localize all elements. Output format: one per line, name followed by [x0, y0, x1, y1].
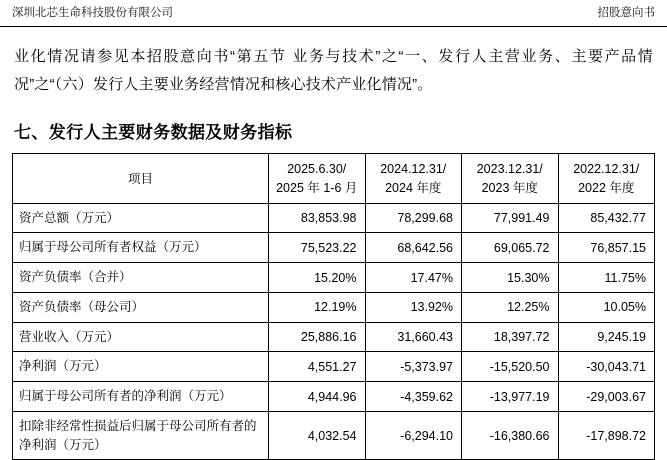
table-header [13, 154, 655, 203]
column-header-period-2 [365, 154, 462, 203]
column-header-period-3-line2: 2023 年度 [481, 180, 538, 195]
row-value: -13,977.19 [462, 382, 559, 412]
row-value: -30,043.71 [558, 352, 655, 382]
row-value: 4,551.27 [269, 352, 366, 382]
row-value: -4,359.62 [365, 382, 462, 412]
row-value: 75,523.22 [269, 233, 366, 263]
page-header [0, 0, 667, 26]
table-row [13, 352, 655, 382]
column-header-period-3-line1: 2023.12.31/ [476, 162, 543, 177]
column-header-period-1-line2: 2025 年 1-6 月 [276, 180, 358, 195]
column-header-period-3 [462, 154, 559, 203]
row-label: 资产总额（万元） [13, 203, 269, 233]
column-header-period-2-line2: 2024 年度 [385, 180, 442, 195]
section-heading: 七、发行人主要财务数据及财务指标 [14, 123, 293, 143]
column-header-period-4-line1: 2022.12.31/ [573, 162, 640, 177]
row-value: 69,065.72 [462, 233, 559, 263]
row-value: 18,397.72 [462, 322, 559, 352]
financial-data-table [12, 153, 655, 460]
row-value: 10.05% [558, 292, 655, 322]
table-row [13, 233, 655, 263]
header-document-type: 招股意向书 [597, 7, 655, 19]
row-value: 4,032.54 [269, 411, 366, 460]
row-value: 9,245.19 [558, 322, 655, 352]
column-header-period-4 [558, 154, 655, 203]
row-value: 12.19% [269, 292, 366, 322]
row-value: 77,991.49 [462, 203, 559, 233]
row-label: 资产负债率（合并） [13, 263, 269, 293]
row-label: 净利润（万元） [13, 352, 269, 382]
row-label: 扣除非经常性损益后归属于母公司所有者的净利润（万元） [13, 411, 269, 460]
row-value: 12.25% [462, 292, 559, 322]
row-value: 4,944.96 [269, 382, 366, 412]
row-value: -29,003.67 [558, 382, 655, 412]
row-value: -5,373.97 [365, 352, 462, 382]
row-value: 11.75% [558, 263, 655, 293]
row-value: 15.20% [269, 263, 366, 293]
row-value: 31,660.43 [365, 322, 462, 352]
table-row [13, 292, 655, 322]
table-row [13, 263, 655, 293]
row-value: -16,380.66 [462, 411, 559, 460]
row-value: 17.47% [365, 263, 462, 293]
row-value: 78,299.68 [365, 203, 462, 233]
header-company-name: 深圳北芯生命科技股份有限公司 [12, 7, 173, 19]
row-value: -6,294.10 [365, 411, 462, 460]
row-label: 营业收入（万元） [13, 322, 269, 352]
table-header-row [13, 154, 655, 203]
row-value: -17,898.72 [558, 411, 655, 460]
row-value: 76,857.15 [558, 233, 655, 263]
column-header-period-2-line1: 2024.12.31/ [380, 162, 447, 177]
column-header-period-1-line1: 2025.6.30/ [287, 162, 347, 177]
header-divider [0, 26, 667, 27]
row-label: 归属于母公司所有者的净利润（万元） [13, 382, 269, 412]
column-header-item-line1: 项目 [127, 171, 153, 186]
body-paragraph: 业化情况请参见本招股意向书“第五节 业务与技术”之“一、发行人主营业务、主要产品情况”之“（六）发行人主要业务经营情况和核心技术产业化情况”。 [14, 47, 653, 93]
row-value: 85,432.77 [558, 203, 655, 233]
row-value: 68,642.56 [365, 233, 462, 263]
row-label: 归属于母公司所有者权益（万元） [13, 233, 269, 263]
column-header-period-1 [269, 154, 366, 203]
table-body [13, 203, 655, 460]
table-row [13, 411, 655, 460]
row-value: 83,853.98 [269, 203, 366, 233]
financial-table-wrapper [12, 153, 655, 460]
column-header-item [13, 154, 269, 203]
row-value: 15.30% [462, 263, 559, 293]
table-row [13, 203, 655, 233]
row-value: 13.92% [365, 292, 462, 322]
table-row [13, 322, 655, 352]
row-label: 资产负债率（母公司） [13, 292, 269, 322]
row-value: -15,520.50 [462, 352, 559, 382]
table-row [13, 382, 655, 412]
column-header-period-4-line2: 2022 年度 [578, 180, 635, 195]
row-value: 25,886.16 [269, 322, 366, 352]
